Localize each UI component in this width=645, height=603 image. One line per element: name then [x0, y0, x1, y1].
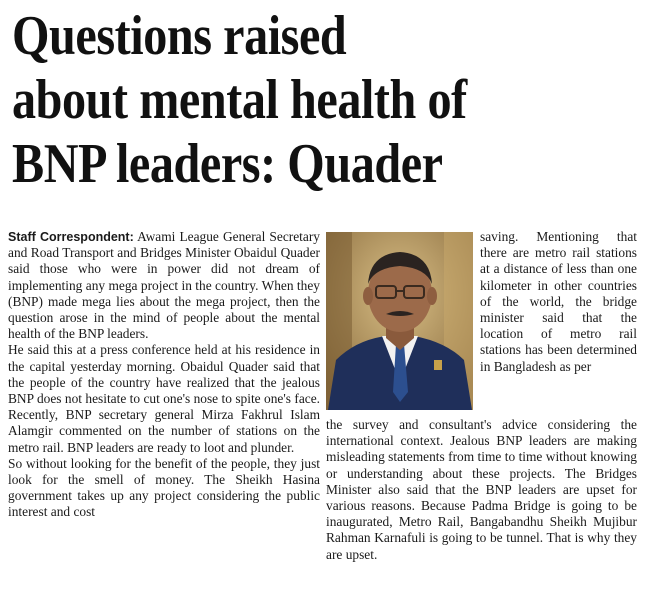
headline-line-2: about mental health of	[12, 69, 467, 131]
headline	[12, 4, 550, 196]
article-paragraph-1-text: Awami League General Secretary and Road Transport and Bridges Minister Obaidul Quader said those who were in power did not dream of implementing any mega project in the country. When they (BNP) made mega lies about the mega project, then the question arose in the mind of people about the mental health of the BNP leaders.	[8, 229, 320, 342]
article-column-left	[8, 229, 320, 521]
portrait-photo-icon	[326, 232, 473, 410]
article-paragraph-3: So without looking for the benefit of the people, they just look for the smell of money. The Sheikh Hasina government takes up any project considering the public interest and cost	[8, 455, 320, 520]
headline-line-3: BNP leaders: Quader	[12, 133, 443, 195]
article-paragraph-2: He said this at a press conference held at his residence in the capital yesterday morning. Obaidul Quader said that the people of the country have realized that the jealous BNP does not hesitate to cut one's nose to spite one's face. Recently, BNP secretary general Mirza Fakhrul Islam Alamgir commented on the number of stations on the metro rail. BNP leaders are ready to loot and plunder.	[8, 342, 320, 455]
article-column-right-bottom: the survey and consultant's advice considering the international context. Jealous BNP leaders are making misleading statements from time to time without knowing or understanding about these projects. The Bridges Minister also said that the BNP leaders are upset for various reasons. Because Padma Bridge is going to be inaugurated, Metro Rail, Bangabandhu Sheikh Mujibur Rahman Karnafuli is going to be tunnel. That is why they are upset.	[326, 417, 637, 562]
byline: Staff Correspondent:	[8, 230, 134, 244]
headline-line-1: Questions raised	[12, 5, 347, 67]
portrait-photo	[326, 232, 473, 410]
article-column-right-top: saving. Mentioning that there are metro rail stations at a distance of less than one kilometer in other countries of the world, the bridge minister said that the location of metro rail stations has been determined in Bangladesh as per	[480, 229, 637, 374]
article-paragraph-1	[8, 229, 320, 342]
